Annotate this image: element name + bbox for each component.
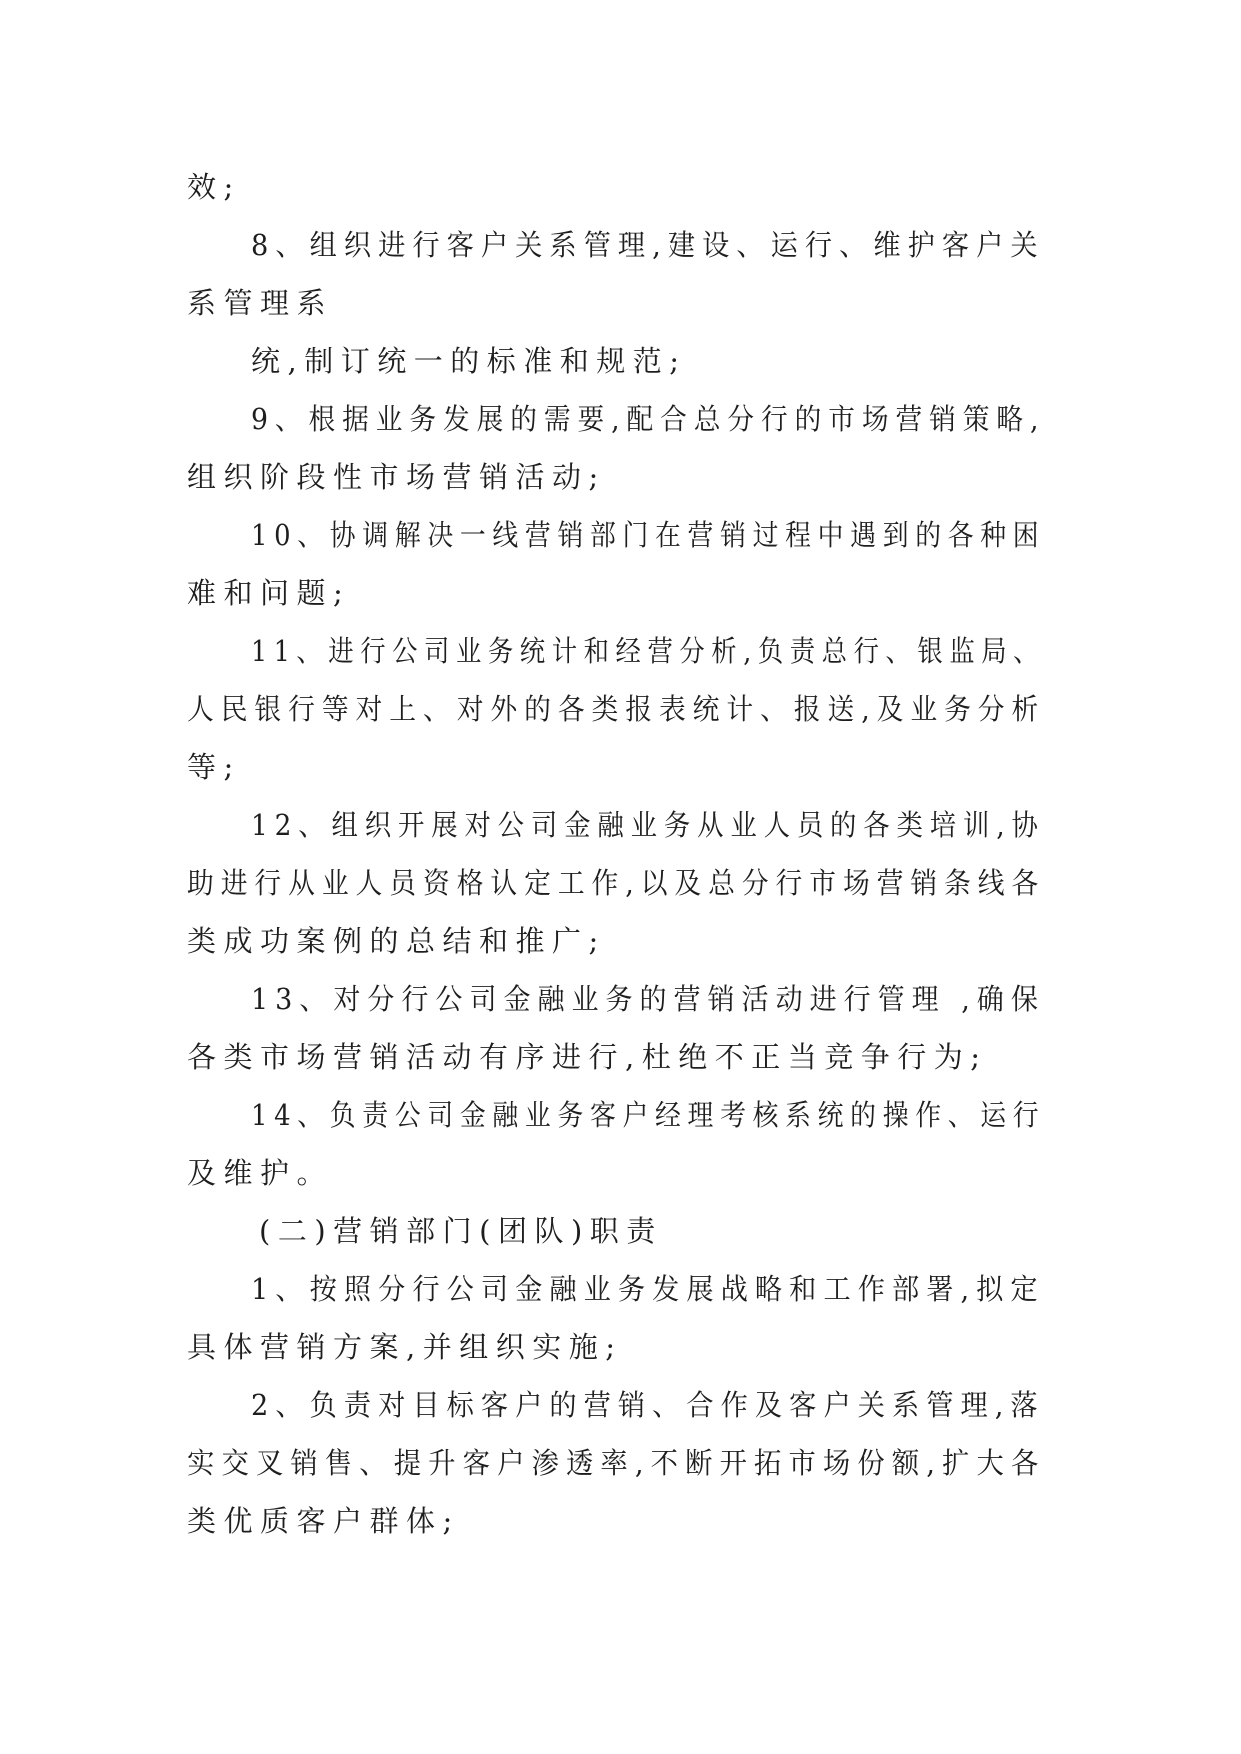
text-line: 8、组织进行客户关系管理,建设、运行、维护客户关 bbox=[251, 228, 1045, 262]
text-line: 具体营销方案,并组织实施; bbox=[187, 1330, 623, 1364]
text-line: 各类市场营销活动有序进行,杜绝不正当竞争行为; bbox=[187, 1040, 988, 1074]
text-line: 12、组织开展对公司金融业务从业人员的各类培训,协 bbox=[251, 808, 1045, 842]
text-line: 1、按照分行公司金融业务发展战略和工作部署,拟定 bbox=[251, 1272, 1045, 1306]
text-line: 类成功案例的总结和推广; bbox=[187, 924, 606, 958]
text-line: 助进行从业人员资格认定工作,以及总分行市场营销条线各 bbox=[187, 866, 1046, 900]
text-line: 人民银行等对上、对外的各类报表统计、报送,及业务分析 bbox=[187, 692, 1046, 726]
text-line: 10、协调解决一线营销部门在营销过程中遇到的各种困 bbox=[251, 518, 1046, 552]
section-heading: (二)营销部门(团队)职责 bbox=[259, 1214, 663, 1248]
text-line: 组织阶段性市场营销活动; bbox=[187, 460, 606, 494]
text-line: 类优质客户群体; bbox=[187, 1504, 460, 1538]
text-line: 系管理系 bbox=[187, 286, 334, 320]
text-line: 效; bbox=[187, 170, 241, 204]
text-line: 14、负责公司金融业务客户经理考核系统的操作、运行 bbox=[251, 1098, 1046, 1132]
text-line: 统,制订统一的标准和规范; bbox=[251, 344, 687, 378]
text-line: 9、根据业务发展的需要,配合总分行的市场营销策略, bbox=[251, 402, 1046, 436]
text-line: 难和问题; bbox=[187, 576, 351, 610]
text-line: 及维护。 bbox=[187, 1156, 334, 1190]
text-line: 等; bbox=[187, 750, 241, 784]
text-line: 实交叉销售、提升客户渗透率,不断开拓市场份额,扩大各 bbox=[187, 1446, 1046, 1480]
text-line: 13、对分行公司金融业务的营销活动进行管理 ,确保 bbox=[251, 982, 1045, 1016]
text-line: 2、负责对目标客户的营销、合作及客户关系管理,落 bbox=[251, 1388, 1045, 1422]
text-line: 11、进行公司业务统计和经营分析,负责总行、银监局、 bbox=[251, 634, 1046, 668]
